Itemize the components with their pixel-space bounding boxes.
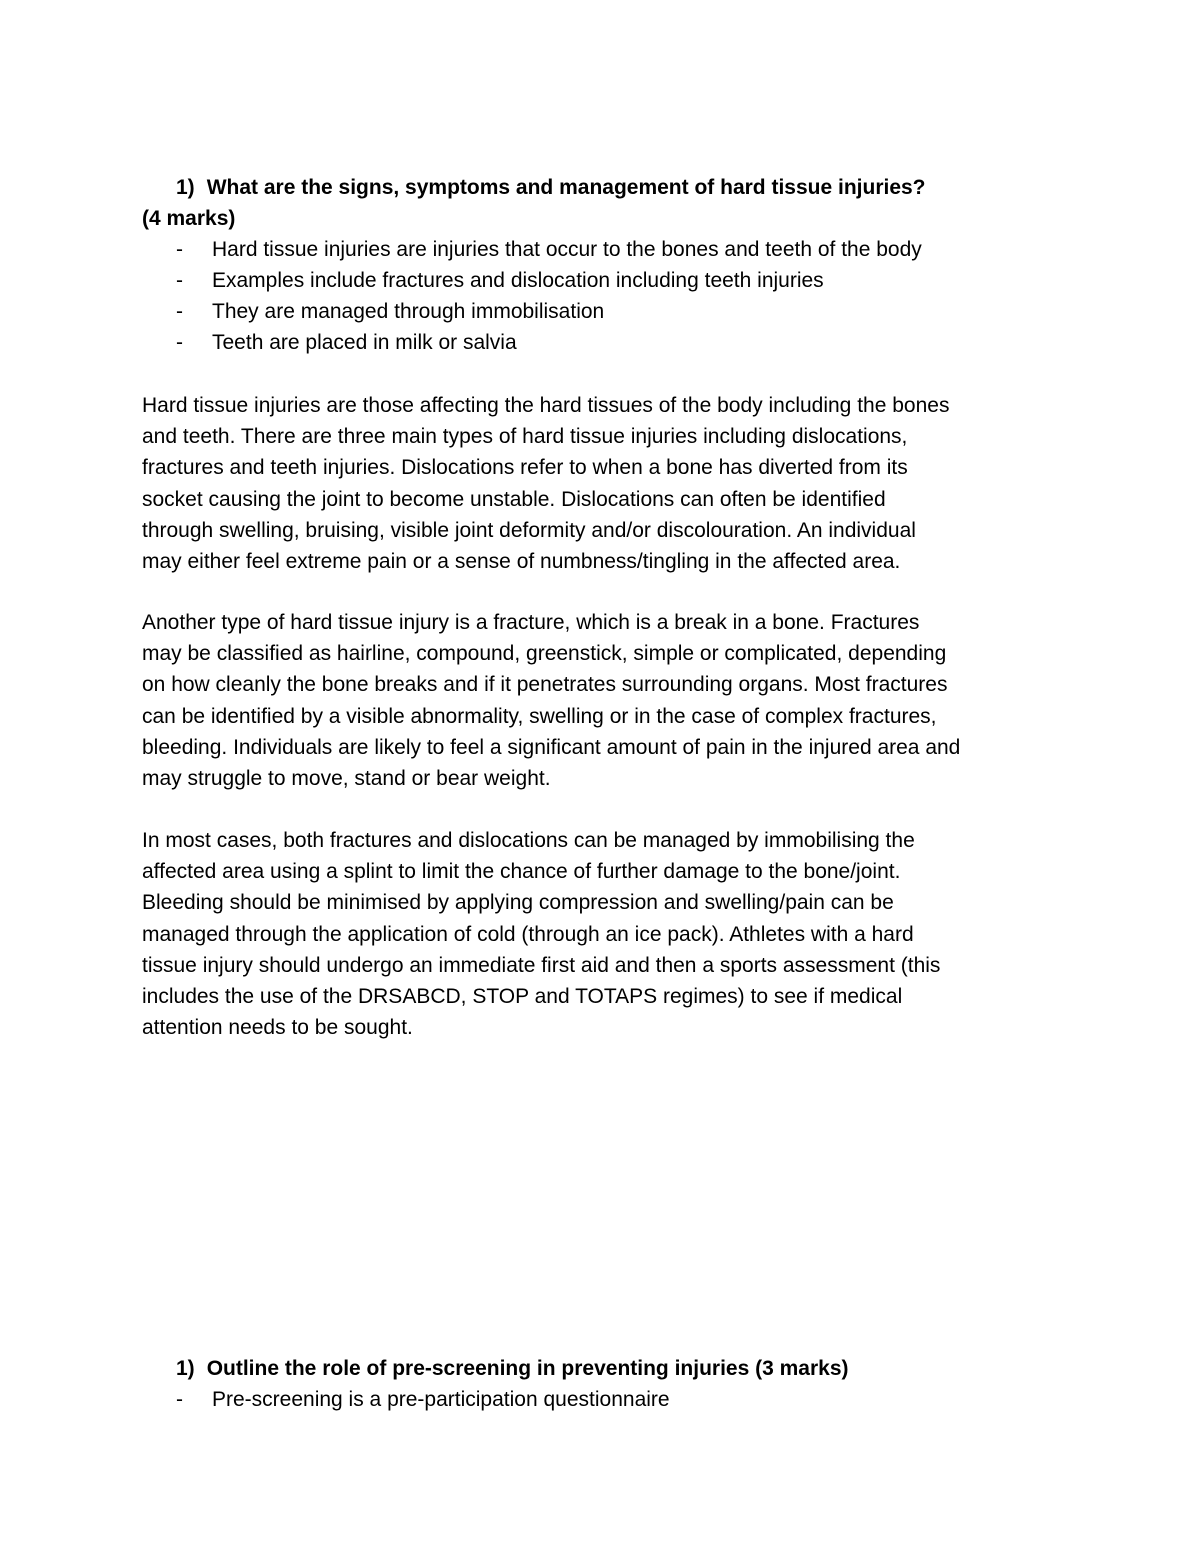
bullet-text: They are managed through immobilisation	[212, 300, 605, 323]
question-2-text: Outline the role of pre-screening in preventing injuries (3 marks)	[206, 1357, 849, 1380]
paragraph-line: bleeding. Individuals are likely to feel a significant amount of pain in the injured area and	[142, 735, 961, 759]
list-item	[142, 296, 1072, 327]
paragraph-line: attention needs to be sought.	[142, 1016, 413, 1040]
paragraph-line: Bleeding should be minimised by applying compression and swelling/pain can be	[142, 891, 894, 915]
question-1-marks: (4 marks)	[142, 207, 236, 230]
question-1-line	[142, 172, 1072, 203]
paragraph-line: includes the use of the DRSABCD, STOP and TOTAPS regimes) to see if medical	[142, 985, 903, 1009]
question-2-bullet-list	[142, 1384, 1072, 1415]
list-item	[142, 1384, 1072, 1415]
paragraph-line: may be classified as hairline, compound, greenstick, simple or complicated, depending	[142, 642, 947, 666]
list-item	[142, 265, 1072, 296]
paragraph-line: can be identified by a visible abnormality, swelling or in the case of complex fractures,	[142, 704, 937, 728]
question-2-line	[142, 1353, 1072, 1384]
bullet-text: Teeth are placed in milk or salvia	[212, 331, 517, 354]
paragraph-line: and teeth. There are three main types of hard tissue injuries including dislocations,	[142, 425, 908, 449]
paragraph-line: may struggle to move, stand or bear weight.	[142, 767, 551, 791]
bullet-text: Hard tissue injuries are injuries that occur to the bones and teeth of the body	[212, 238, 922, 261]
question-1-number: 1)	[176, 176, 195, 199]
paragraph-line: fractures and teeth injuries. Dislocations refer to when a bone has diverted from its	[142, 456, 908, 480]
paragraph-line: through swelling, bruising, visible joint deformity and/or discolouration. An individual	[142, 518, 916, 542]
list-item	[142, 234, 1072, 265]
paragraph-dislocations	[142, 390, 1072, 577]
bullet-dash: -	[176, 1388, 183, 1411]
question-2-heading	[142, 1353, 1072, 1384]
bullet-dash: -	[176, 331, 183, 354]
question-1-heading	[142, 172, 1072, 234]
paragraph-line: Another type of hard tissue injury is a fracture, which is a break in a bone. Fractures	[142, 611, 920, 634]
paragraph-line: tissue injury should undergo an immediate first aid and then a sports assessment (this	[142, 953, 941, 977]
bullet-dash: -	[176, 238, 183, 261]
bullet-text: Pre-screening is a pre-participation questionnaire	[212, 1388, 670, 1411]
list-item	[142, 327, 1072, 358]
paragraph-line: affected area using a splint to limit the chance of further damage to the bone/joint.	[142, 860, 901, 884]
paragraph-line: managed through the application of cold (through an ice pack). Athletes with a hard	[142, 922, 914, 946]
bullet-dash: -	[176, 269, 183, 292]
bullet-dash: -	[176, 300, 183, 323]
paragraph-line: may either feel extreme pain or a sense of numbness/tingling in the affected area.	[142, 550, 901, 574]
question-1-bullet-list	[142, 234, 1072, 358]
paragraph-line: socket causing the joint to become unstable. Dislocations can often be identified	[142, 487, 886, 511]
paragraph-line: on how cleanly the bone breaks and if it penetrates surrounding organs. Most fractures	[142, 673, 948, 697]
paragraph-line: In most cases, both fractures and dislocations can be managed by immobilising the	[142, 829, 915, 852]
paragraph-management	[142, 825, 1072, 1043]
question-2-number: 1)	[176, 1357, 195, 1380]
question-1-text: What are the signs, symptoms and management of hard tissue injuries?	[206, 176, 926, 199]
paragraph-line: Hard tissue injuries are those affecting the hard tissues of the body including the bones	[142, 394, 950, 417]
bullet-text: Examples include fractures and dislocation including teeth injuries	[212, 269, 824, 292]
paragraph-fractures	[142, 607, 1072, 794]
